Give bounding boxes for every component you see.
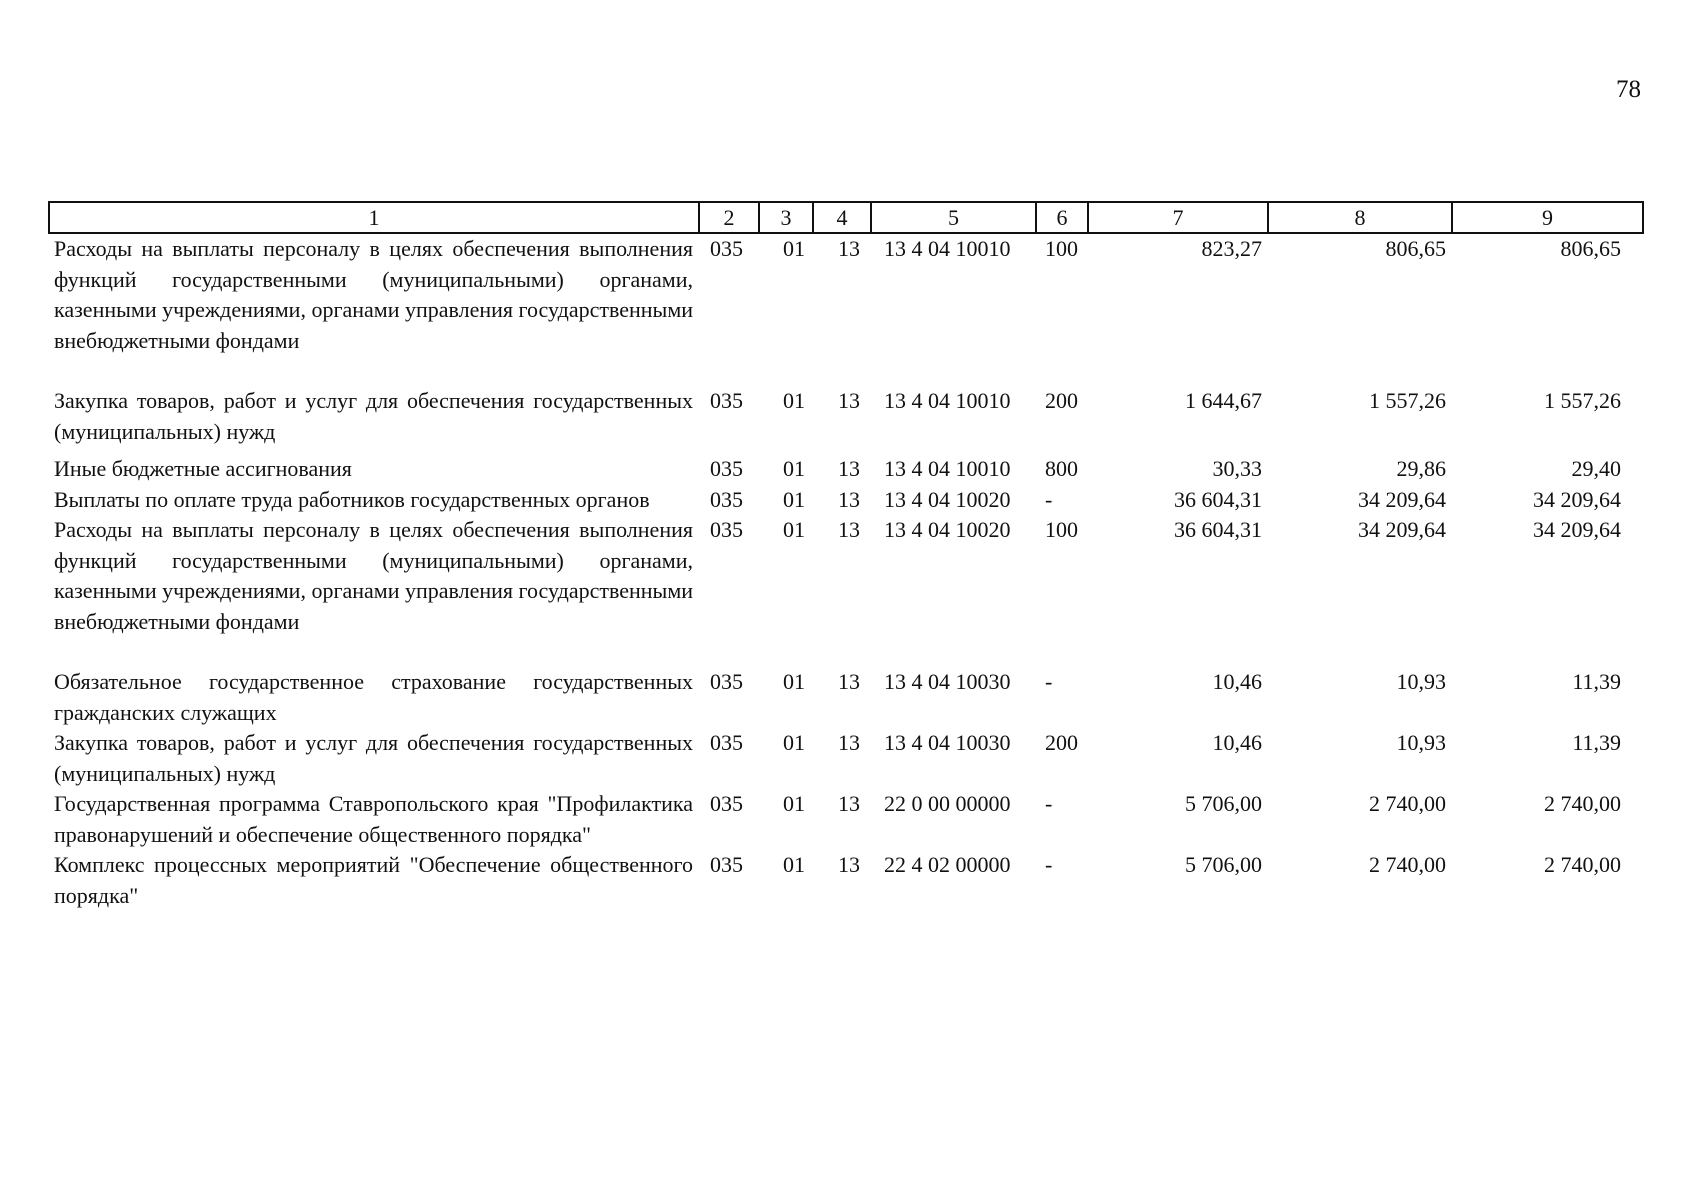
cell-sum-col9: 34 209,64: [1533, 517, 1621, 542]
table-row: [49, 233, 1643, 386]
column-header-3: 3: [759, 202, 813, 233]
cell-ministry-code: 035: [710, 388, 743, 413]
cell-expense-type: 100: [1045, 236, 1078, 261]
cell-sum-col9: 806,65: [1560, 236, 1621, 261]
cell-section-code: 01: [783, 388, 805, 413]
cell-ministry-code: 035: [710, 730, 743, 755]
cell-target-code: 13 4 04 10020: [884, 486, 1011, 512]
cell-sum-col9: 11,39: [1572, 730, 1621, 755]
cell-sum-col7: 823,27: [1201, 236, 1262, 261]
cell-sum-col7: 5 706,00: [1185, 852, 1262, 877]
cell-ministry-code: 035: [710, 791, 743, 816]
cell-sum-col8: 10,93: [1396, 730, 1446, 755]
cell-sum-col8: 806,65: [1385, 236, 1446, 261]
cell-sum-col7: 36 604,31: [1174, 486, 1262, 512]
cell-expense-type: -: [1045, 486, 1053, 512]
cell-subsection-code: 13: [838, 486, 860, 512]
cell-expense-type: -: [1045, 852, 1053, 877]
cell-ministry-code: 035: [710, 236, 743, 261]
cell-target-code: 13 4 04 10010: [884, 388, 1011, 413]
table-row: [49, 485, 1643, 516]
cell-sum-col9: 2 740,00: [1544, 852, 1621, 877]
row-name: Закупка товаров, работ и услуг для обеспечения государственных (муниципальных) нужд: [54, 388, 693, 444]
cell-subsection-code: 13: [838, 730, 860, 755]
cell-sum-col8: 34 209,64: [1358, 517, 1446, 542]
column-header-1: 1: [49, 202, 699, 233]
cell-ministry-code: 035: [710, 456, 743, 481]
row-name: Обязательное государственное страхование государственных гражданских служащих: [54, 669, 693, 725]
cell-sum-col9: 29,40: [1571, 456, 1621, 481]
cell-target-code: 22 0 00 00000: [884, 791, 1011, 816]
cell-sum-col9: 1 557,26: [1544, 388, 1621, 413]
cell-expense-type: -: [1045, 791, 1053, 816]
cell-sum-col9: 34 209,64: [1533, 486, 1621, 512]
cell-section-code: 01: [783, 791, 805, 816]
cell-sum-col8: 2 740,00: [1369, 791, 1446, 816]
table-row: [49, 728, 1643, 789]
cell-sum-col7: 36 604,31: [1174, 517, 1262, 542]
row-name: Комплекс процессных мероприятий "Обеспечение общественного порядка": [54, 852, 693, 908]
cell-section-code: 01: [783, 486, 805, 512]
row-name: Иные бюджетные ассигнования: [54, 456, 352, 481]
cell-sum-col8: 29,86: [1396, 456, 1446, 481]
budget-table: [48, 201, 1644, 911]
row-name: Выплаты по оплате труда работников государственных органов: [54, 486, 650, 512]
cell-expense-type: 100: [1045, 517, 1078, 542]
table-header-row: [49, 202, 1643, 233]
cell-section-code: 01: [783, 730, 805, 755]
cell-sum-col8: 1 557,26: [1369, 388, 1446, 413]
table-row: [49, 454, 1643, 485]
cell-sum-col8: 2 740,00: [1369, 852, 1446, 877]
cell-ministry-code: 035: [710, 852, 743, 877]
table-row: [49, 386, 1643, 454]
row-name: Расходы на выплаты персоналу в целях обеспечения выполнения функций государственными (муниципальными) органами, казенными учреждениями, органами управления государственными внебюджетными фондами: [54, 236, 694, 353]
cell-sum-col7: 30,33: [1212, 456, 1262, 481]
table-row: [49, 515, 1643, 667]
cell-ministry-code: 035: [710, 517, 743, 542]
cell-sum-col7: 10,46: [1212, 669, 1262, 694]
cell-expense-type: -: [1045, 669, 1053, 694]
row-name: Закупка товаров, работ и услуг для обеспечения государственных (муниципальных) нужд: [54, 730, 693, 786]
cell-sum-col7: 1 644,67: [1185, 388, 1262, 413]
column-header-6: 6: [1036, 202, 1088, 233]
cell-section-code: 01: [783, 456, 805, 481]
cell-subsection-code: 13: [838, 852, 860, 877]
column-header-7: 7: [1088, 202, 1268, 233]
cell-sum-col8: 34 209,64: [1358, 486, 1446, 512]
cell-target-code: 13 4 04 10010: [884, 456, 1011, 481]
row-name: Расходы на выплаты персоналу в целях обеспечения выполнения функций государственными (муниципальными) органами, казенными учреждениями, органами управления государственными внебюджетными фондами: [54, 517, 694, 634]
table-row: [49, 667, 1643, 728]
cell-target-code: 13 4 04 10010: [884, 236, 1011, 261]
cell-section-code: 01: [783, 517, 805, 542]
cell-subsection-code: 13: [838, 388, 860, 413]
cell-subsection-code: 13: [838, 517, 860, 542]
column-header-9: 9: [1452, 202, 1643, 233]
cell-section-code: 01: [783, 852, 805, 877]
cell-subsection-code: 13: [838, 669, 860, 694]
cell-target-code: 13 4 04 10030: [884, 730, 1011, 755]
cell-sum-col8: 10,93: [1396, 669, 1446, 694]
column-header-2: 2: [699, 202, 759, 233]
cell-sum-col9: 2 740,00: [1544, 791, 1621, 816]
cell-target-code: 13 4 04 10030: [884, 669, 1011, 694]
cell-sum-col7: 10,46: [1212, 730, 1262, 755]
cell-expense-type: 200: [1045, 388, 1078, 413]
cell-subsection-code: 13: [838, 456, 860, 481]
cell-ministry-code: 035: [710, 669, 743, 694]
page-number: 78: [1616, 76, 1641, 103]
cell-expense-type: 800: [1045, 456, 1078, 481]
cell-expense-type: 200: [1045, 730, 1078, 755]
cell-ministry-code: 035: [710, 486, 743, 512]
cell-sum-col9: 11,39: [1572, 669, 1621, 694]
column-header-5: 5: [871, 202, 1036, 233]
cell-target-code: 13 4 04 10020: [884, 517, 1011, 542]
table-row: [49, 789, 1643, 850]
cell-sum-col7: 5 706,00: [1185, 791, 1262, 816]
table-row: [49, 850, 1643, 911]
column-header-8: 8: [1268, 202, 1452, 233]
column-header-4: 4: [813, 202, 871, 233]
cell-target-code: 22 4 02 00000: [884, 852, 1011, 877]
cell-section-code: 01: [783, 236, 805, 261]
cell-section-code: 01: [783, 669, 805, 694]
cell-subsection-code: 13: [838, 791, 860, 816]
row-name: Государственная программа Ставропольского края "Профилактика правонарушений и обеспечение общественного порядка": [54, 791, 693, 847]
cell-subsection-code: 13: [838, 236, 860, 261]
